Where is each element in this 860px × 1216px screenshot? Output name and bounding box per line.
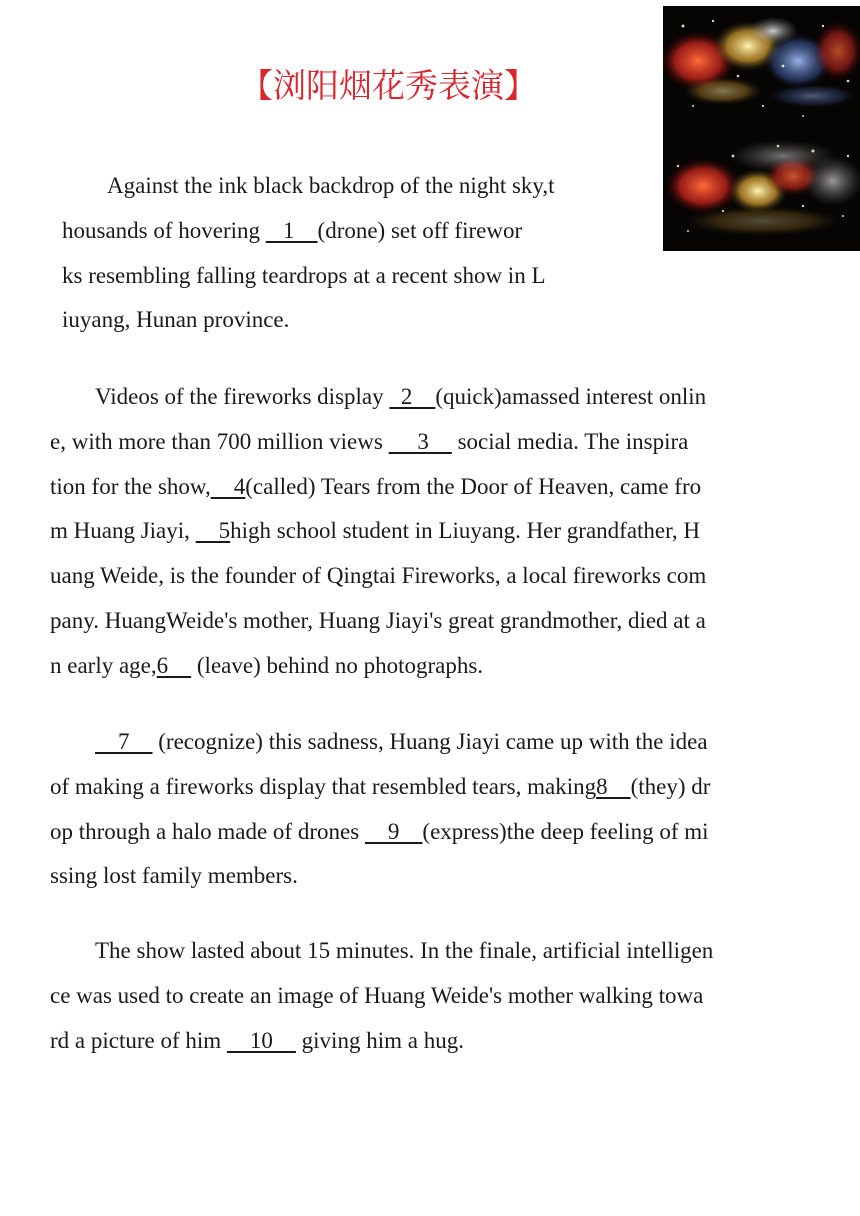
- text-line: [50, 810, 710, 855]
- text-line: [50, 599, 706, 644]
- fireworks-photo: [663, 6, 860, 251]
- answer-blank[interactable]: 5: [195, 518, 231, 544]
- text-line: [62, 298, 555, 343]
- text-segment: n early age,: [50, 652, 157, 678]
- text-segment: (quick)amassed interest onlin: [435, 384, 707, 409]
- text-line: [50, 509, 706, 554]
- text-segment: of making a fireworks display that resembled tears, making: [50, 773, 597, 799]
- text-line: [50, 465, 706, 510]
- text-line: [50, 929, 713, 974]
- answer-blank[interactable]: 9: [364, 818, 423, 844]
- text-segment: social media. The inspira: [451, 428, 689, 454]
- text-line: [50, 1019, 713, 1064]
- text-segment: rd a picture of him: [50, 1027, 227, 1053]
- text-segment: giving him a hug.: [295, 1027, 464, 1053]
- answer-blank[interactable]: 1: [265, 217, 318, 243]
- text-line: [50, 375, 706, 420]
- paragraph-3: [50, 720, 710, 899]
- text-line: [50, 644, 706, 689]
- text-line: [50, 720, 710, 765]
- answer-blank[interactable]: 8: [596, 773, 631, 799]
- text-segment: The show lasted about 15 minutes. In the finale, artificial intelligen: [95, 938, 714, 963]
- text-line: [50, 854, 710, 899]
- answer-blank[interactable]: 10: [226, 1027, 296, 1053]
- text-segment: ssing lost family members.: [50, 863, 298, 889]
- text-segment: e, with more than 700 million views: [50, 428, 389, 454]
- text-segment: (drone) set off firewor: [317, 217, 523, 243]
- text-line: [62, 164, 555, 209]
- text-line: [62, 254, 555, 299]
- paragraph-4: [50, 929, 713, 1063]
- text-segment: high school student in Liuyang. Her grandfather, H: [230, 518, 700, 544]
- text-segment: pany. HuangWeide's mother, Huang Jiayi's great grandmother, died at a: [50, 607, 706, 633]
- text-segment: m Huang Jiayi,: [50, 518, 196, 544]
- answer-blank[interactable]: 7: [95, 729, 153, 754]
- text-segment: housands of hovering: [62, 217, 266, 243]
- paragraph-2: [50, 375, 706, 689]
- text-line: [50, 974, 713, 1019]
- text-segment: ce was used to create an image of Huang Weide's mother walking towa: [50, 982, 704, 1008]
- answer-blank[interactable]: 4: [210, 473, 246, 499]
- page-title: 【浏阳烟花秀表演】: [240, 66, 537, 105]
- paragraph-1: [62, 164, 555, 343]
- text-segment: iuyang, Hunan province.: [62, 307, 290, 333]
- text-segment: Videos of the fireworks display: [95, 384, 390, 409]
- text-line: [50, 420, 706, 465]
- text-segment: Against the ink black backdrop of the night sky,t: [107, 173, 555, 198]
- text-segment: (express)the deep feeling of mi: [422, 818, 709, 844]
- answer-blank[interactable]: 2: [389, 384, 436, 409]
- text-segment: (recognize) this sadness, Huang Jiayi came up with the idea: [152, 729, 708, 754]
- text-segment: op through a halo made of drones: [50, 818, 365, 844]
- answer-blank[interactable]: 3: [388, 428, 452, 454]
- text-segment: ks resembling falling teardrops at a recent show in L: [62, 262, 546, 288]
- text-segment: (called) Tears from the Door of Heaven, came fro: [245, 473, 702, 499]
- text-segment: (leave) behind no photographs.: [191, 652, 484, 678]
- text-segment: uang Weide, is the founder of Qingtai Fireworks, a local fireworks com: [50, 563, 707, 589]
- text-segment: tion for the show,: [50, 473, 211, 499]
- text-segment: (they) dr: [630, 773, 711, 799]
- answer-blank[interactable]: 6: [156, 652, 192, 678]
- text-line: [62, 209, 555, 254]
- text-line: [50, 765, 710, 810]
- text-line: [50, 554, 706, 599]
